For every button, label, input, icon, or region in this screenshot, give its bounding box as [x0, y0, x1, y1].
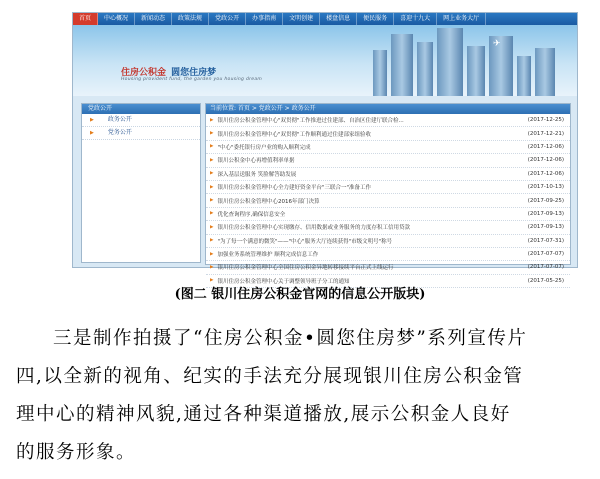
list-item[interactable]: [206, 168, 570, 181]
list-item-date: (2017-07-31): [527, 237, 564, 244]
paragraph-line: 四,以全新的视角、纪实的手法充分展现银川住房公积金管: [16, 366, 524, 387]
nav-item-disclosure[interactable]: 党政公开: [209, 13, 246, 25]
top-nav: [73, 13, 577, 25]
list-item[interactable]: [206, 181, 570, 194]
sidebar-item-government[interactable]: [82, 114, 200, 127]
arrow-right-icon: ▶: [210, 131, 214, 137]
list-item-title: 银川住房公积金管理中心"双贯彻"工作推进过住建部、自治区住建厅联合检...: [217, 118, 404, 125]
list-item[interactable]: [206, 127, 570, 140]
arrow-right-icon: ▶: [210, 144, 214, 150]
arrow-right-icon: ▶: [210, 224, 214, 230]
list-item[interactable]: [206, 141, 570, 154]
list-item-date: (2017-12-25): [527, 117, 564, 124]
arrow-right-icon: ▶: [210, 251, 214, 257]
list-item-title: 优化查询程序,确保信息安全: [217, 211, 286, 218]
list-item-title: 银川住房公积金管理中心"双贯彻"工作顺利通过住建部家组验收: [217, 131, 372, 138]
sidebar-item-label: 党务公开: [107, 129, 132, 136]
list-item-title: 银川住房公积金管理中心全力建好资金平台"三联合一"准备工作: [217, 185, 372, 192]
list-item-date: (2017-09-13): [527, 210, 564, 217]
list-item-date: (2017-09-13): [527, 224, 564, 231]
building-graphic: [535, 48, 555, 96]
list-item-title: 深入基层送服务 笑脸解答助发展: [217, 171, 297, 178]
list-item-title: 银川住房公积金管理中心全国住房公积金异地转移接续平台正式上线运行: [217, 265, 394, 272]
arrow-right-icon: ▶: [90, 130, 94, 136]
nav-item-online-hall[interactable]: 网上业务大厅: [437, 13, 486, 25]
arrow-right-icon: ▶: [210, 211, 214, 217]
nav-item-civility[interactable]: 文明创建: [283, 13, 320, 25]
sidebar: [81, 103, 201, 263]
arrow-right-icon: ▶: [210, 184, 214, 190]
building-graphic: [467, 46, 485, 96]
sidebar-item-party[interactable]: [82, 127, 200, 140]
list-item[interactable]: [206, 235, 570, 248]
list-item-date: (2017-07-07): [527, 251, 564, 258]
nav-item-housing[interactable]: 楼盘信息: [320, 13, 357, 25]
nav-item-about[interactable]: 中心概况: [98, 13, 135, 25]
banner-brand: 住房公积金: [121, 68, 167, 78]
building-graphic: [373, 50, 387, 96]
website-screenshot: [72, 12, 578, 285]
building-graphic: [391, 34, 413, 96]
news-list-panel: [205, 103, 571, 285]
list-item-date: (2017-12-06): [527, 157, 564, 164]
list-item[interactable]: [206, 248, 570, 261]
breadcrumb: 当前位置: 首页 > 党政公开 > 政务公开: [206, 104, 570, 114]
list-item[interactable]: [206, 154, 570, 167]
list-item[interactable]: [206, 114, 570, 127]
arrow-right-icon: ▶: [210, 264, 214, 270]
sidebar-title: 党政公开: [82, 104, 200, 114]
body-paragraph: [16, 320, 588, 472]
sidebar-item-label: 政务公开: [107, 116, 132, 123]
list-item[interactable]: [206, 208, 570, 221]
list-item-date: (2017-07-07): [527, 264, 564, 271]
building-graphic: [417, 42, 433, 96]
list-item-title: 银川住房公积金管理中心2016年部门决算: [217, 198, 320, 205]
arrow-right-icon: ▶: [210, 171, 214, 177]
list-item-date: (2017-05-25): [527, 277, 564, 284]
nav-item-home[interactable]: 首页: [73, 13, 98, 25]
list-item-date: (2017-10-13): [527, 184, 564, 191]
paragraph-line: 三是制作拍摄了“住房公积金•圆您住房梦”系列宣传片: [53, 328, 528, 349]
nav-item-congress[interactable]: 喜迎十九大: [394, 13, 437, 25]
banner-subtitle: Housing provident fund, the garden you housing dream: [121, 77, 263, 82]
nav-item-news[interactable]: 新闻动态: [135, 13, 172, 25]
list-item-title: "中心"委托银行房户业的购入顺利完成: [217, 144, 311, 151]
paragraph-line: 理中心的精神风貌,通过各种渠道播放,展示公积金人良好: [16, 404, 511, 425]
list-item[interactable]: [206, 221, 570, 234]
banner-slogan: 圆您住房梦: [171, 68, 217, 78]
list-item[interactable]: [206, 194, 570, 207]
paragraph-line: 的服务形象。: [16, 442, 137, 463]
arrow-right-icon: ▶: [210, 117, 214, 123]
list-item-title: 加强业务系统管理维护 顺利完成信息工作: [217, 252, 319, 259]
list-item-date: (2017-12-06): [527, 143, 564, 150]
arrow-right-icon: ▶: [90, 117, 94, 123]
nav-item-guide[interactable]: 办事指南: [246, 13, 283, 25]
building-graphic: [437, 28, 463, 96]
list-item-date: (2017-09-25): [527, 197, 564, 204]
arrow-right-icon: ▶: [210, 198, 214, 204]
list-item-title: 银川住房公积金管理中心实现缴存、信用数据或业务服务的力度存积工信用贷款: [217, 225, 410, 232]
arrow-right-icon: ▶: [210, 238, 214, 244]
list-item-date: (2017-12-06): [527, 170, 564, 177]
figure-caption: (图二 银川住房公积金官网的信息公开版块): [174, 287, 426, 302]
nav-item-services[interactable]: 便民服务: [357, 13, 394, 25]
list-item-title: 银川公积金中心再增值利率单据: [217, 158, 295, 165]
airplane-icon: ✈: [493, 39, 501, 49]
nav-item-policy[interactable]: 政策法规: [172, 13, 209, 25]
banner: [73, 25, 577, 96]
list-item-title: 银川住房公积金管理中心关于调整领导班子分工的通知: [217, 278, 350, 285]
list-item-date: (2017-12-21): [527, 130, 564, 137]
building-graphic: [517, 56, 531, 96]
arrow-right-icon: ▶: [210, 278, 214, 284]
list-item-title: "为了每一个满意的微笑"——"中心"服务大厅连续获得"市级文明号"称号: [217, 238, 393, 245]
list-item[interactable]: [206, 261, 570, 274]
arrow-right-icon: ▶: [210, 157, 214, 163]
